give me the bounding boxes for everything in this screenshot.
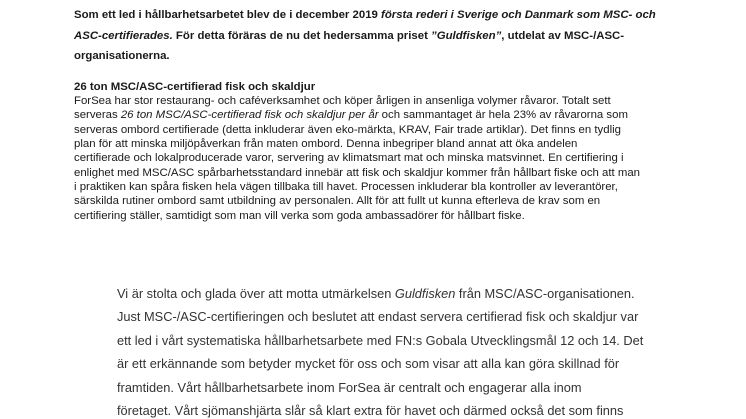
body-text-span: och sammantaget är hela 23% av råvarorna som — [378, 109, 628, 122]
intro-line-2 — [74, 26, 674, 47]
body-line: certifierade och lokalproducerade varor, servering av klimatsmart mat och minska matsvinnet. En certifiering i — [74, 152, 624, 165]
body-line: särskilda rutiner ombord samt utbildning av personalen. Allt för att fullt ut kunna efterleva de krav som en — [74, 195, 601, 208]
intro-emphasis: ASC-certifierades. — [74, 29, 173, 42]
quote-line-1 — [117, 282, 687, 305]
quote-line-3: ett led i vårt systematiska hållbarhetsarbete med FN:s Gobala Utvecklingsmål 12 och 14. Det — [117, 332, 644, 348]
body-line: enlighet med MSC/ASC spårbarhetsstandard innebär att fisk och skaldjur kommer från hållbart fiske och att man — [74, 166, 641, 179]
body-text-span: serveras — [74, 109, 121, 122]
body-line: ForSea har stor restaurang- och caféverksamhet och köper årligen in ansenliga volymer råvaror. Totalt sett — [74, 95, 611, 107]
body-line: certifiering ställer, samtidigt som man vill verka som goda ambassadörer för hållbart fiske. — [74, 209, 525, 222]
intro-line-3: organisationerna. — [74, 50, 170, 62]
quote-text: Vi är stolta och glada över att motta utmärkelsen — [117, 286, 395, 301]
intro-text: Som ett led i hållbarhetsarbetet blev de i december 2019 — [74, 9, 382, 21]
quote-line-2: Just MSC-/ASC-certifieringen och beslutet att endast servera certifierad fisk och skaldjur var — [117, 309, 639, 325]
quote-paragraph — [117, 282, 687, 419]
quote-emphasis: Guldfisken — [394, 286, 456, 301]
quote-line-4: är ett erkännande som betyder mycket för oss och som visar att alla kan göra skillnad för — [117, 356, 620, 372]
intro-line-1 — [74, 5, 674, 26]
intro-text: , utdelat av MSC-/ASC- — [501, 29, 625, 42]
intro-emphasis: första rederi i Sverige och Danmark som MSC- och — [381, 9, 656, 21]
section-heading: 26 ton MSC/ASC-certifierad fisk och skaldjur — [74, 81, 316, 93]
body-line: plan för att minska miljöpåverkan från maten ombord. Denna inbegriper bland annat att öka andelen — [74, 138, 578, 151]
award-name: ”Guldfisken” — [431, 29, 502, 42]
body-line — [74, 108, 684, 122]
quote-line-6: företaget. Vårt sjömanshjärta slår så klart extra för havet och därmed också det som finns — [117, 403, 624, 419]
body-emphasis: 26 ton MSC/ASC-certifierad fisk och skaldjur per år — [120, 109, 379, 122]
intro-text: För detta föräras de nu det hedersamma priset — [172, 29, 432, 42]
body-line: i praktiken kan spåra fisken hela vägen tillbaka till havet. Processen inkluderar bla kontroller av leverantörer, — [74, 181, 618, 194]
section-body — [74, 94, 684, 223]
quote-line-5: framtiden. Vårt hållbarhetsarbete inom ForSea är centralt och engagerar alla inom — [117, 379, 582, 395]
quote-text: från MSC/ASC-organisationen. — [455, 286, 635, 301]
body-line: serveras ombord certifierade (detta inkluderar även eko-märkta, KRAV, Fair trade artiklar). Det finns en tydlig — [74, 123, 621, 136]
intro-paragraph — [74, 5, 674, 67]
